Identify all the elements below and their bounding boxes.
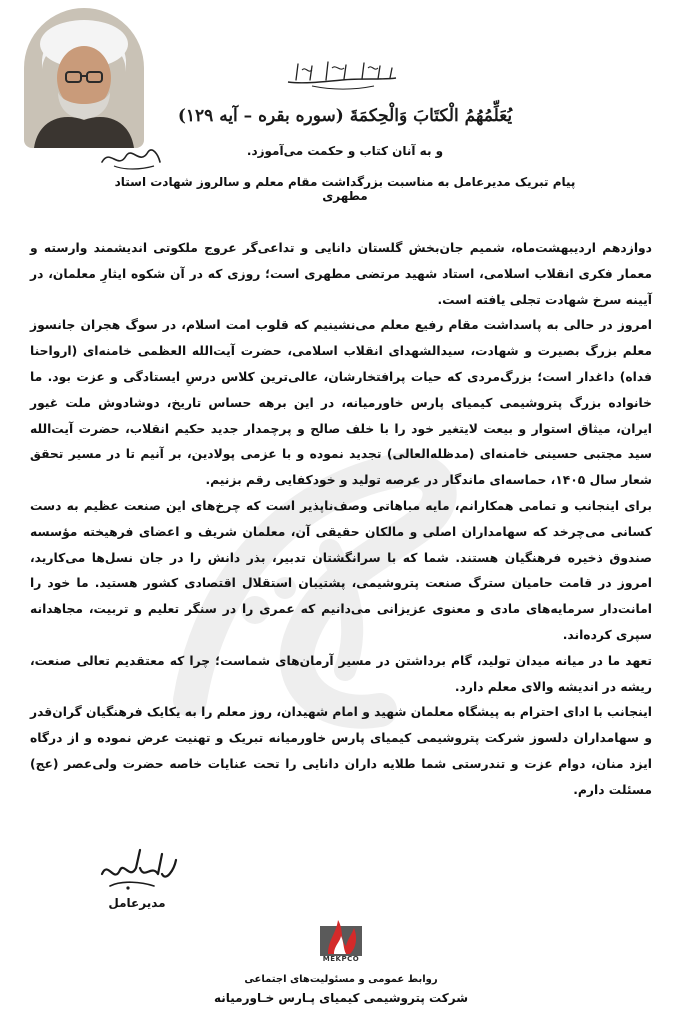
- body-paragraph: دوازدهم اردیبهشت‌ماه، شمیم جان‌بخش گلستان دانایی و تداعی‌گر عروج ملکوتی اندیشمند وارسته و معمار فکری انقلاب اسلامی، استاد شهید مرتضی مطهری است؛ روزی که در آن شکوه ایثارِ معلمان، در آیینه سرخ شهادت تجلی یافته است.: [30, 241, 652, 307]
- logo-wordmark: MEKPCO: [322, 955, 360, 963]
- portrait-photo: [24, 8, 144, 148]
- basmala-calligraphy: [282, 56, 402, 92]
- footer-department: روابط عمومی و مسئولیت‌های اجتماعی: [244, 974, 438, 985]
- footer-company: شرکت پتروشیمی کیمیای پـارس خـاورمیانه: [213, 991, 468, 1005]
- verse-translation: و به آنان کتاب و حکمت می‌آموزد.: [246, 144, 444, 158]
- body-paragraph: امروز در حالی به پاسداشت مقام رفیع معلم می‌نشینیم که قلوب امت اسلام، در سوگ هجران جانسوز معلم بزرگ بصیرت و شهادت، سیدالشهدای انقلاب اسلامی، حضرت آیت‌الله العظمی خامنه‌ای (ارواحنا فداه) داغدار است؛ بزرگ‌مردی که حیات پرافتخارشان، عالی‌ترین کلاس درسِ ایستادگی و عزت بود. ما خانواده بزرگ پتروشیمی کیمیای پارس خاورمیانه، در این برهه حساس تاریخ، دوشادوش ملت غیور ایران، میثاق استوار و بیعت لایتغیر خود را با خلف صالح و پرچمدار جدید حکیم انقلاب، حضرت آیت‌الله سید مجتبی حسینی خامنه‌ای (مدظله‌العالی) تجدید نموده و با عزمی پولادین، بر آنیم تا در مسیر تحقق شعار سال ۱۴۰۵، حماسه‌ای ماندگار در عرصه تولید و خودکفایی رقم بزنیم.: [30, 318, 652, 488]
- body-paragraph: اینجانب با ادای احترام به پیشگاه معلمان شهید و امام شهیدان، روز معلم را به یکایک فرهنگیان گران‌قدر و سهامداران دلسوز شرکت پتروشیمی کیمیای پارس خاورمیانه تبریک و تهنیت عرض نموده و از درگاه ایزد منان، دوام عزت و تندرستی شما طلایه داران دانایی را تحت عنایات خاصه حضرت ولی‌عصر (عج) مسئلت دارم.: [30, 705, 652, 797]
- body-paragraph: تعهد ما در میانه میدان تولید، گام برداشتن در مسیر آرمان‌های شماست؛ چرا که معتقدیم تعالی صنعت، ریشه در اندیشه والای معلم دارد.: [30, 653, 652, 694]
- quran-verse: يُعَلِّمُهُمُ الْکتَابَ وَالْحِکمَةَ (سوره بقره – آیه ۱۲۹): [177, 106, 513, 126]
- letter-subject: پیام تبریک مدیرعامل به مناسبت بزرگداشت مقام معلم و سالروز شهادت استاد مطهری: [114, 175, 576, 203]
- body-paragraph: برای اینجانب و تمامی همکارانم، مایه مباهاتی وصف‌ناپذیر است که چرخ‌های این صنعت عظیم به دست کسانی می‌چرخد که سهامداران اصلی و مالکان حقیقی آن، معلمان شریف و اعضای فرهیخته مؤسسه صندوق ذخیره فرهنگیان هستند. شما که با سرانگشتان تدبیر، بذر دانش را در جان نسل‌ها می‌کارید، امروز در قامت حامیان سترگ صنعت پتروشیمی، پشتیبان استقلال اقتصادی کشور هستید. ما خود را امانت‌دار سرمایه‌های مادی و معنوی عزیزانی می‌دانیم که عمری را در سنگر تعلیم و تربیت، مجاهدانه سپری کرده‌اند.: [30, 498, 652, 642]
- mekpco-logo-icon: [314, 912, 368, 958]
- ceo-signature: [92, 840, 182, 896]
- signer-title: مدیرعامل: [108, 896, 166, 910]
- letter-body: [30, 236, 652, 804]
